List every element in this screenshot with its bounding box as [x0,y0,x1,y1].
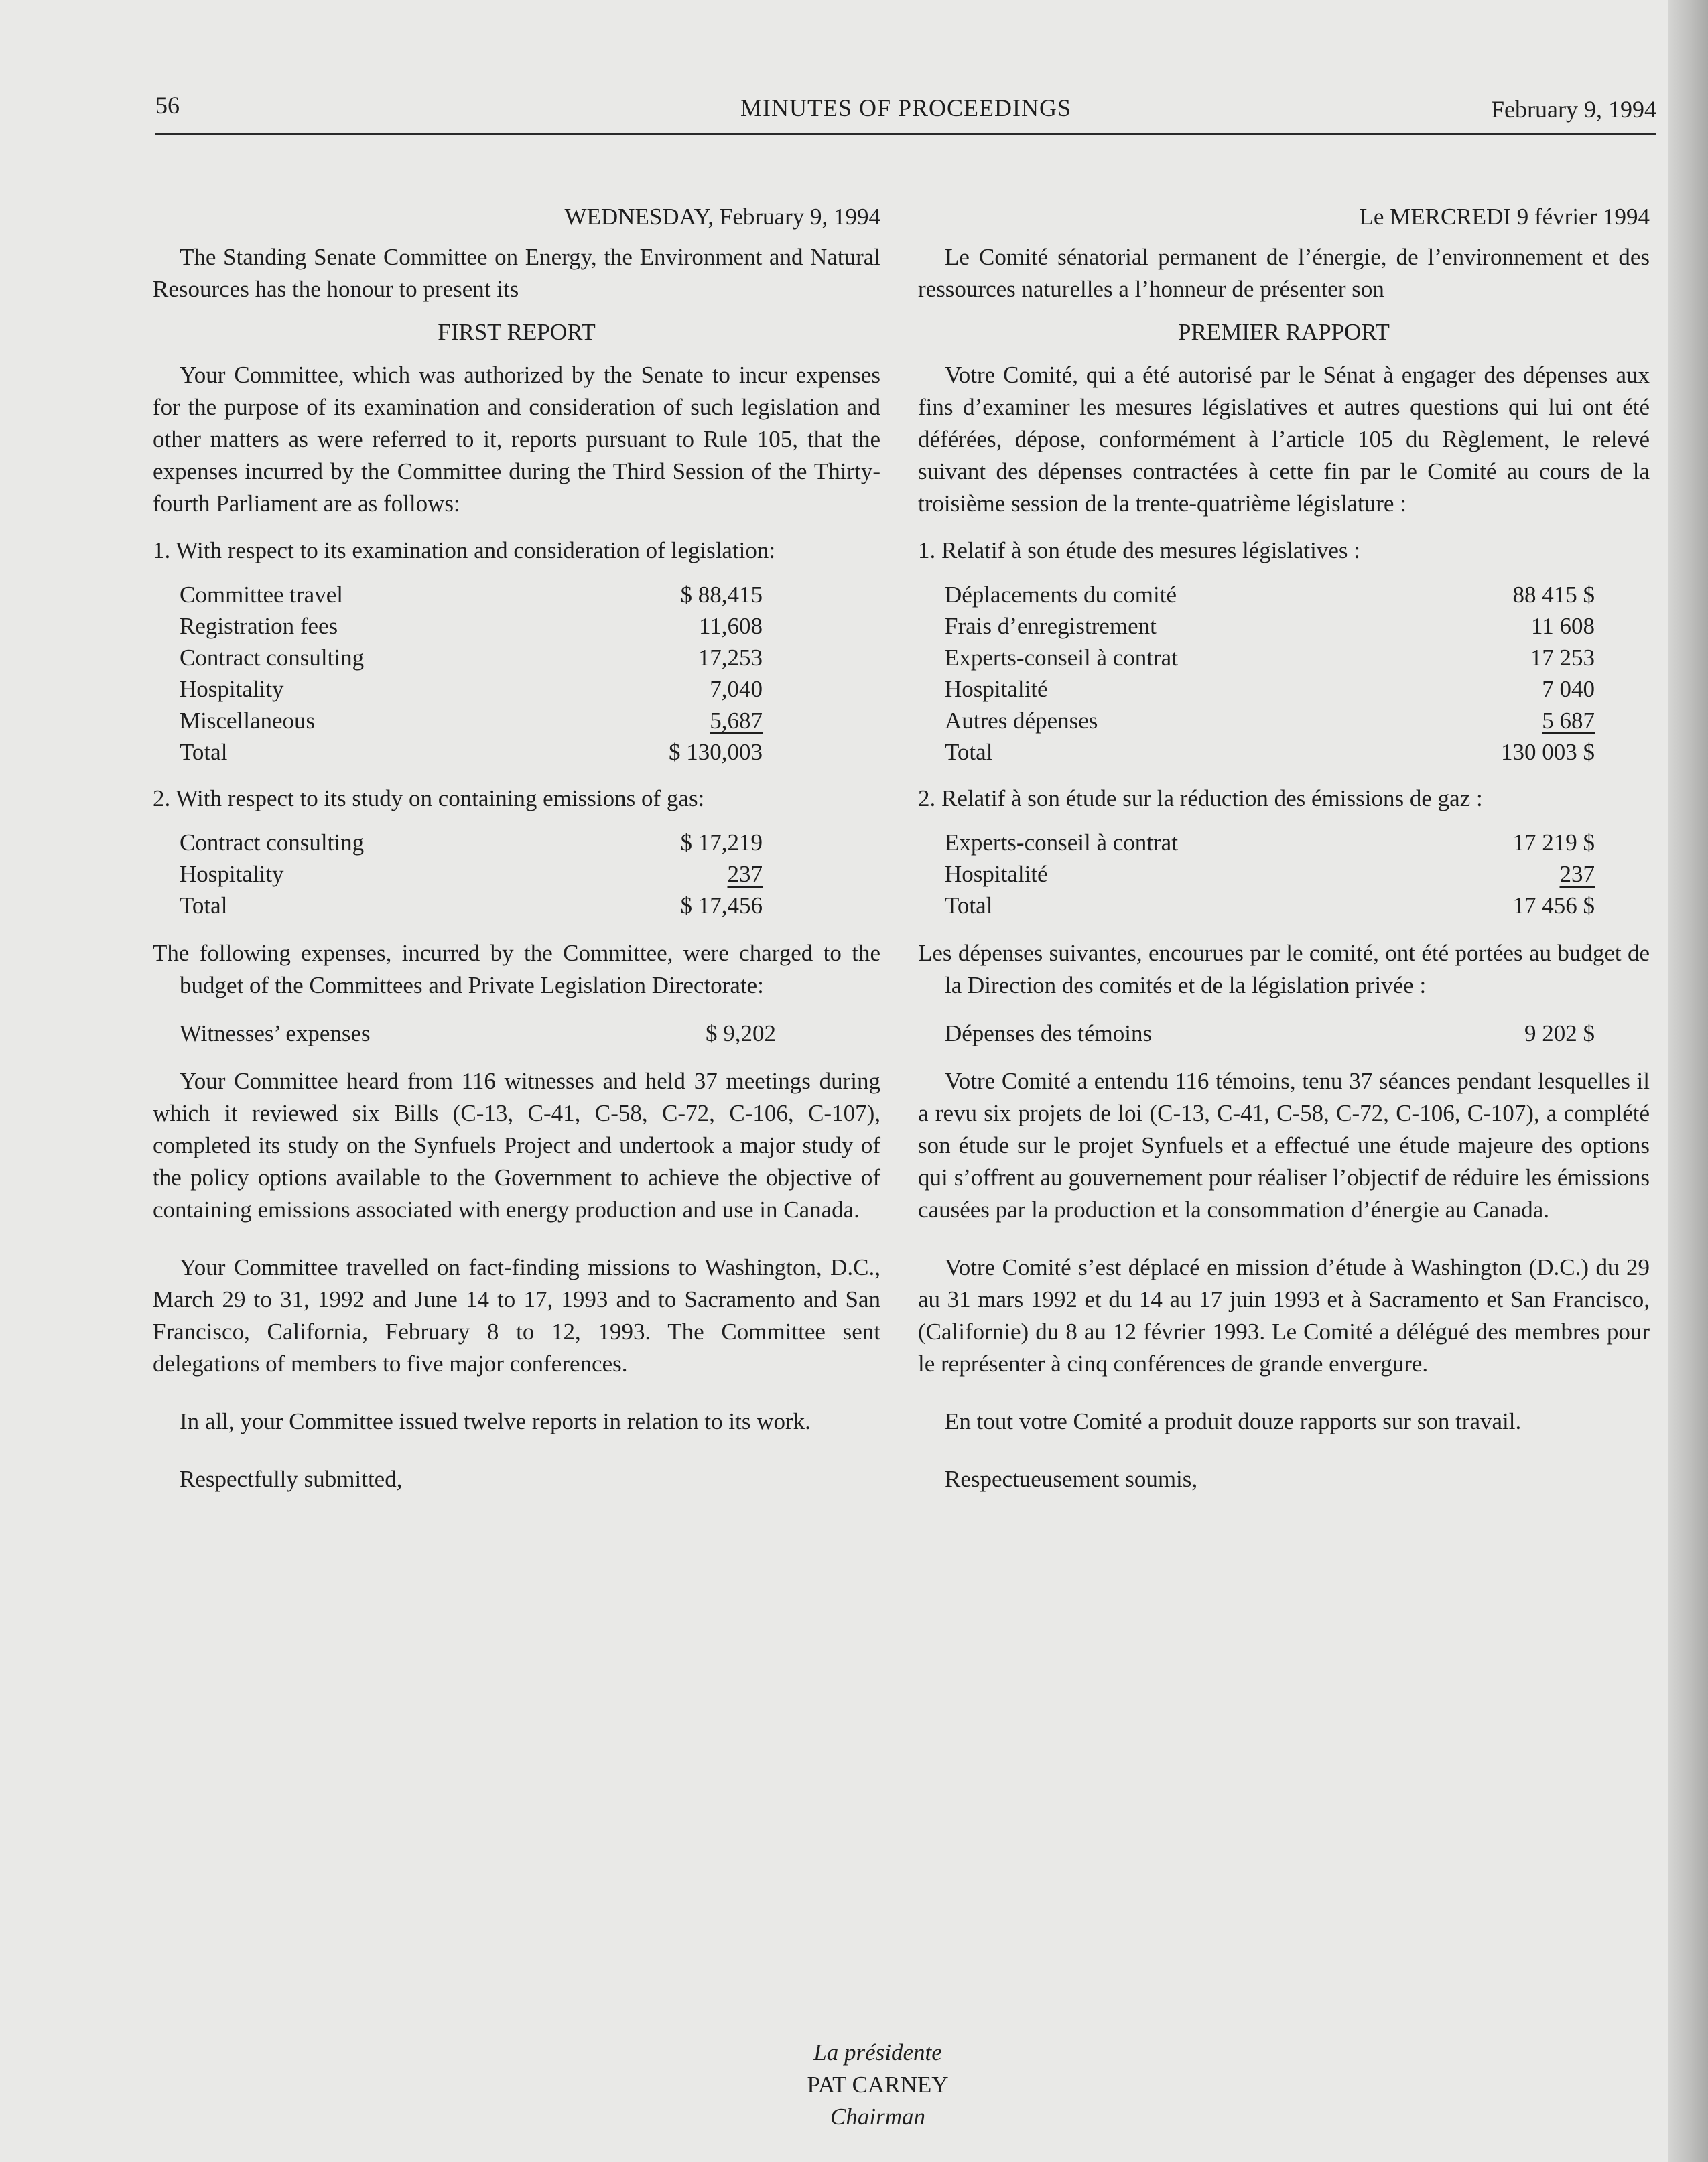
witness-expense-table [180,1018,776,1049]
signoff: Respectfully submitted, [180,1466,403,1492]
page-edge-shadow [1668,0,1708,2162]
paragraph-witnesses: Votre Comité a entendu 116 témoins, tenu 37 séances pendant lesquelles il a revu six projets de loi (C-13, C-41, C-58, C-72, C-106, C-107), a complété son étude sur le projet Synfuels et a effectué une étude majeure des options qui s’offrent au gouvernement pour réaliser l’objectif de réduire les émissions causées par la production et la consommation d’énergie au Canada. [918,1068,1650,1223]
dateline: WEDNESDAY, February 9, 1994 [564,204,880,230]
header-date: February 9, 1994 [1491,96,1656,123]
table-row: Registration fees 11,608 [180,613,763,639]
item-heading-legislation: 1. With respect to its examination and consideration of legislation: [153,537,776,563]
table-row: Hospitalité 237 [945,861,1595,887]
chair-name: PAT CARNEY [807,2072,949,2098]
item-heading-emissions: 2. Relatif à son étude sur la réduction des émissions de gaz : [918,785,1483,811]
table-row: Contract consulting 17,253 [180,645,763,671]
table-row: Hospitality 7,040 [180,676,763,702]
english-column [153,201,880,1495]
paragraph-authorization: Your Committee, which was authorized by the Senate to incur expenses for the purpose of its examination and consideration of such legislation and other matters as were referred to it, reports pursuant to Rule 105, that the expenses incurred by the Committee during the Third Session of the Thirty-fourth Parliament are as follows: [153,362,880,517]
paragraph-authorization: Votre Comité, qui a été autorisé par le Sénat à engager des dépenses aux fins d’examiner les mesures législatives et autres questions qui lui ont été déférées, dépose, conformément à l’article 105 du Règlement, le relevé suivant des dépenses contractées à cette fin par le Comité au cours de la troisième session de la trente-quatrième législature : [918,362,1650,517]
chair-title-french: La présidente [813,2039,942,2066]
item-heading-emissions: 2. With respect to its study on containing emissions of gas: [153,785,705,811]
paragraph-reports: In all, your Committee issued twelve reports in relation to its work. [180,1408,811,1434]
signature-block [710,2037,1045,2133]
page-header [155,86,1656,135]
table-row: Committee travel $ 88,415 [180,582,763,608]
page-title: MINUTES OF PROCEEDINGS [740,94,1072,121]
chair-title-english: Chairman [830,2104,925,2130]
table-row-total: Total 130 003 $ [945,739,1595,765]
page-number: 56 [155,92,180,119]
table-row: Frais d’enregistrement 11 608 [945,613,1595,639]
charged-expenses-paragraph: The following expenses, incurred by the Committee, were charged to the budget of the Committees and Private Legislation Directorate: [153,940,880,998]
table-row: Hospitality 237 [180,861,763,887]
table-row: Experts-conseil à contrat 17 253 [945,645,1595,671]
report-title: FIRST REPORT [438,319,596,345]
table-row: Contract consulting $ 17,219 [180,829,763,856]
table-row: Experts-conseil à contrat 17 219 $ [945,829,1595,856]
expense-table-emissions [945,827,1595,921]
intro-paragraph: Le Comité sénatorial permanent de l’énergie, de l’environnement et des ressources naturelles a l’honneur de présenter son [918,244,1650,302]
table-row-total: Total 17 456 $ [945,892,1595,919]
signoff: Respectueusement soumis, [945,1466,1198,1492]
paragraph-reports: En tout votre Comité a produit douze rapports sur son travail. [945,1408,1522,1434]
charged-expenses-paragraph: Les dépenses suivantes, encourues par le comité, ont été portées au budget de la Direction des comités et de la législation privée : [918,940,1650,998]
paragraph-travel: Votre Comité s’est déplacé en mission d’étude à Washington (D.C.) du 29 au 31 mars 1992 et du 14 au 17 juin 1993 et à Sacramento et San Francisco, (Californie) du 8 au 12 février 1993. Le Comité a délégué des membres pour le représenter à cinq conférences de grande envergure. [918,1254,1650,1377]
paragraph-travel: Your Committee travelled on fact-finding missions to Washington, D.C., March 29 to 31, 1992 and June 14 to 17, 1993 and to Sacramento and San Francisco, California, February 8 to 12, 1993. The Committee sent delegations of members to five major conferences. [153,1254,880,1377]
expense-table-legislation [180,579,763,768]
report-title: PREMIER RAPPORT [1178,319,1390,345]
dateline: Le MERCREDI 9 février 1994 [1359,204,1650,230]
expense-table-legislation [945,579,1595,768]
table-row: Miscellaneous 5,687 [180,707,763,734]
paragraph-witnesses: Your Committee heard from 116 witnesses and held 37 meetings during which it reviewed six Bills (C-13, C-41, C-58, C-72, C-106, C-107), completed its study on the Synfuels Project and undertook a major study of the policy options available to the Government to achieve the objective of containing emissions associated with energy production and use in Canada. [153,1068,880,1223]
expense-table-emissions [180,827,763,921]
table-row: Witnesses’ expenses $ 9,202 [180,1020,776,1046]
table-row: Autres dépenses 5 687 [945,707,1595,734]
table-row: Hospitalité 7 040 [945,676,1595,702]
item-heading-legislation: 1. Relatif à son étude des mesures législatives : [918,537,1360,563]
table-row-total: Total $ 17,456 [180,892,763,919]
witness-expense-table [945,1018,1595,1049]
table-row-total: Total $ 130,003 [180,739,763,765]
table-row: Déplacements du comité 88 415 $ [945,582,1595,608]
french-column [918,201,1650,1495]
intro-paragraph: The Standing Senate Committee on Energy, the Environment and Natural Resources has the honour to present its [153,244,880,302]
table-row: Dépenses des témoins 9 202 $ [945,1020,1595,1046]
